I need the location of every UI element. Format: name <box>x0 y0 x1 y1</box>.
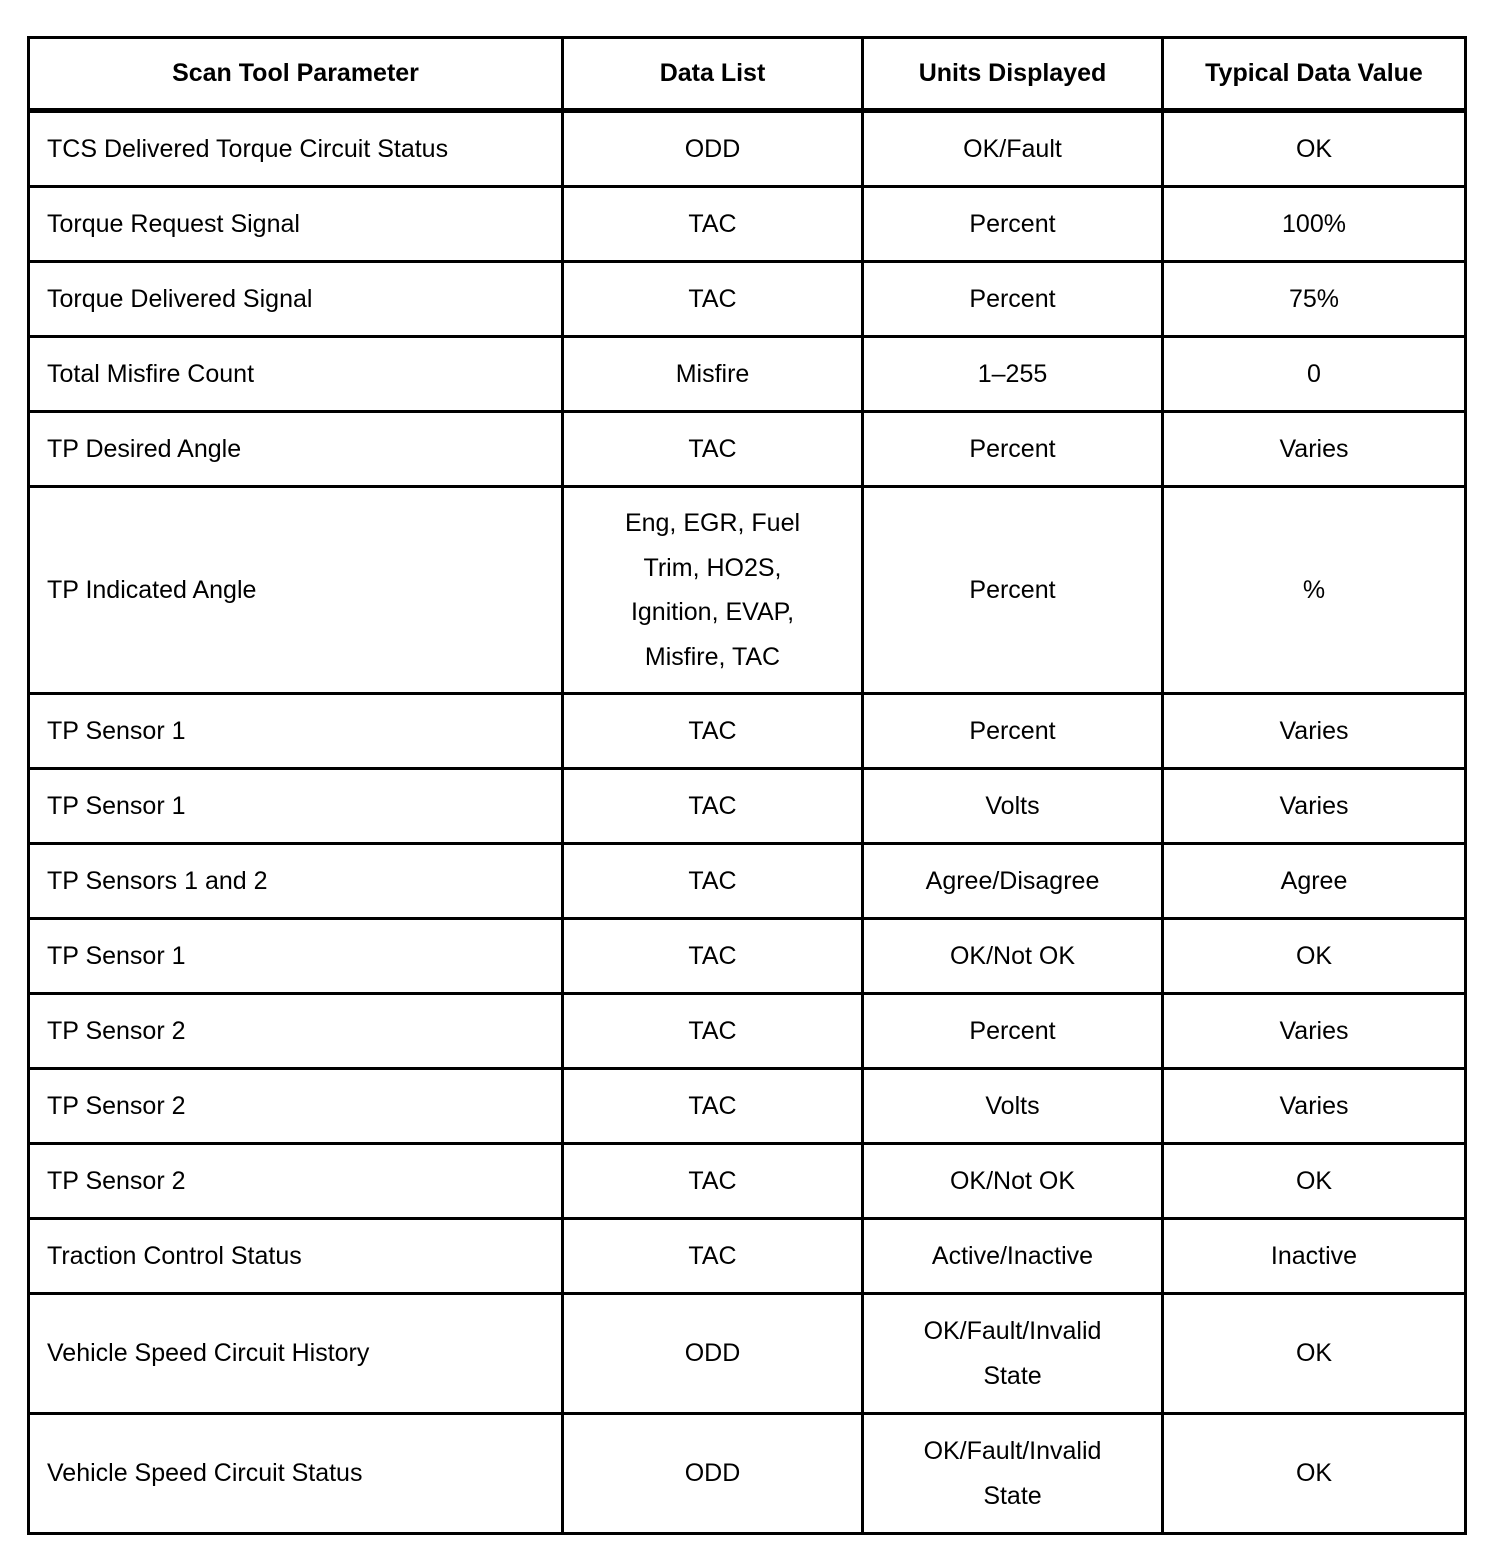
cell-units <box>863 412 1163 487</box>
data-list-text: TAC <box>688 1016 737 1045</box>
cell-units <box>863 1414 1163 1534</box>
cell-units <box>863 262 1163 337</box>
typical-value-text: 0 <box>1307 359 1321 388</box>
cell-units <box>863 1069 1163 1144</box>
cell-parameter <box>29 111 563 187</box>
data-list-text: ODD <box>684 134 741 163</box>
data-list-text: TAC <box>688 1091 737 1120</box>
cell-typical-value <box>1163 919 1466 994</box>
units-text: OK/Not OK <box>949 941 1076 970</box>
cell-parameter <box>29 1294 563 1414</box>
cell-data-list <box>563 1219 863 1294</box>
table-row <box>29 1414 1466 1534</box>
parameter-text: TP Desired Angle <box>47 434 242 463</box>
cell-parameter <box>29 694 563 769</box>
table-row <box>29 1144 1466 1219</box>
units-text: OK/Fault/Invalid State <box>923 1317 1102 1390</box>
typical-value-text: OK <box>1295 941 1333 970</box>
cell-parameter <box>29 262 563 337</box>
cell-parameter <box>29 412 563 487</box>
cell-units <box>863 769 1163 844</box>
typical-value-text: Varies <box>1279 1016 1349 1045</box>
parameter-text: TP Indicated Angle <box>47 575 257 604</box>
cell-typical-value <box>1163 262 1466 337</box>
table-row <box>29 337 1466 412</box>
cell-data-list <box>563 111 863 187</box>
cell-typical-value <box>1163 694 1466 769</box>
parameter-text: Total Misfire Count <box>47 359 255 388</box>
cell-data-list <box>563 1414 863 1534</box>
units-text: Volts <box>985 1091 1040 1120</box>
table-row <box>29 844 1466 919</box>
cell-data-list <box>563 769 863 844</box>
cell-units <box>863 919 1163 994</box>
cell-data-list <box>563 1069 863 1144</box>
parameter-text: TP Sensor 1 <box>47 791 186 820</box>
units-text: OK/Not OK <box>949 1166 1076 1195</box>
table-row <box>29 412 1466 487</box>
cell-units <box>863 1294 1163 1414</box>
parameter-text: Torque Request Signal <box>47 209 300 238</box>
data-list-text: TAC <box>688 434 737 463</box>
cell-parameter <box>29 769 563 844</box>
cell-typical-value <box>1163 412 1466 487</box>
data-list-text: TAC <box>688 284 737 313</box>
header-typical-data-value: Typical Data Value <box>1163 38 1466 111</box>
table-header <box>29 38 1466 111</box>
table-row <box>29 694 1466 769</box>
cell-typical-value <box>1163 187 1466 262</box>
units-text: OK/Fault <box>963 134 1062 163</box>
data-list-text: ODD <box>684 1339 741 1368</box>
cell-units <box>863 487 1163 694</box>
cell-data-list <box>563 187 863 262</box>
units-text: Agree/Disagree <box>925 866 1100 895</box>
data-list-text: TAC <box>688 1241 737 1270</box>
typical-value-text: Inactive <box>1270 1241 1358 1270</box>
cell-units <box>863 1144 1163 1219</box>
header-units-displayed: Units Displayed <box>863 38 1163 111</box>
parameter-text: TP Sensor 2 <box>47 1091 186 1120</box>
typical-value-text: Varies <box>1279 716 1349 745</box>
cell-data-list <box>563 919 863 994</box>
parameter-text: Vehicle Speed Circuit History <box>47 1339 370 1368</box>
cell-data-list <box>563 1294 863 1414</box>
cell-data-list <box>563 412 863 487</box>
table-body <box>29 111 1466 1534</box>
cell-units <box>863 694 1163 769</box>
parameter-text: Vehicle Speed Circuit Status <box>47 1459 363 1488</box>
cell-typical-value <box>1163 487 1466 694</box>
cell-typical-value <box>1163 111 1466 187</box>
cell-units <box>863 1219 1163 1294</box>
cell-parameter <box>29 994 563 1069</box>
cell-units <box>863 994 1163 1069</box>
typical-value-text: Varies <box>1279 1091 1349 1120</box>
data-list-text: ODD <box>684 1459 741 1488</box>
cell-typical-value <box>1163 994 1466 1069</box>
cell-typical-value <box>1163 1414 1466 1534</box>
table-row <box>29 1069 1466 1144</box>
cell-data-list <box>563 262 863 337</box>
cell-units <box>863 111 1163 187</box>
data-list-text: TAC <box>688 791 737 820</box>
cell-data-list <box>563 1144 863 1219</box>
units-text: Volts <box>985 791 1040 820</box>
typical-value-text: 75% <box>1288 284 1340 313</box>
typical-value-text: OK <box>1295 1339 1333 1368</box>
typical-value-text: OK <box>1295 1459 1333 1488</box>
typical-value-text: OK <box>1295 1166 1333 1195</box>
cell-parameter <box>29 1069 563 1144</box>
cell-data-list <box>563 487 863 694</box>
cell-parameter <box>29 919 563 994</box>
cell-units <box>863 187 1163 262</box>
cell-parameter <box>29 187 563 262</box>
units-text: Percent <box>969 209 1056 238</box>
cell-parameter <box>29 1219 563 1294</box>
units-text: OK/Fault/Invalid State <box>923 1437 1102 1510</box>
typical-value-text: Varies <box>1279 791 1349 820</box>
table-row <box>29 187 1466 262</box>
table-row <box>29 111 1466 187</box>
cell-typical-value <box>1163 337 1466 412</box>
table-row <box>29 994 1466 1069</box>
units-text: Percent <box>969 284 1056 313</box>
cell-units <box>863 844 1163 919</box>
cell-parameter <box>29 1414 563 1534</box>
header-data-list: Data List <box>563 38 863 111</box>
cell-units <box>863 337 1163 412</box>
data-list-text: TAC <box>688 716 737 745</box>
parameter-text: TP Sensors 1 and 2 <box>47 866 268 895</box>
typical-value-text: OK <box>1295 134 1333 163</box>
cell-data-list <box>563 694 863 769</box>
table-row <box>29 919 1466 994</box>
cell-typical-value <box>1163 1144 1466 1219</box>
parameter-text: TP Sensor 2 <box>47 1016 186 1045</box>
cell-typical-value <box>1163 1069 1466 1144</box>
cell-typical-value <box>1163 769 1466 844</box>
cell-data-list <box>563 844 863 919</box>
data-list-text: Eng, EGR, Fuel Trim, HO2S, Ignition, EVAP, Misfire, TAC <box>624 509 801 671</box>
table-row <box>29 1219 1466 1294</box>
typical-value-text: Varies <box>1279 434 1349 463</box>
units-text: 1–255 <box>977 359 1048 388</box>
table-row <box>29 1294 1466 1414</box>
parameter-text: Torque Delivered Signal <box>47 284 313 313</box>
header-row <box>29 38 1466 111</box>
cell-typical-value <box>1163 1219 1466 1294</box>
header-scan-tool-parameter: Scan Tool Parameter <box>29 38 563 111</box>
table-row <box>29 262 1466 337</box>
typical-value-text: Agree <box>1280 866 1348 895</box>
scan-tool-data-table <box>27 36 1467 1535</box>
parameter-text: TP Sensor 1 <box>47 941 186 970</box>
table-row <box>29 769 1466 844</box>
cell-parameter <box>29 1144 563 1219</box>
units-text: Percent <box>969 575 1056 604</box>
parameter-text: TP Sensor 2 <box>47 1166 186 1195</box>
cell-typical-value <box>1163 844 1466 919</box>
cell-parameter <box>29 487 563 694</box>
data-list-text: Misfire <box>675 359 750 388</box>
units-text: Percent <box>969 434 1056 463</box>
cell-data-list <box>563 337 863 412</box>
data-list-text: TAC <box>688 1166 737 1195</box>
cell-typical-value <box>1163 1294 1466 1414</box>
parameter-text: TCS Delivered Torque Circuit Status <box>47 134 449 163</box>
parameter-text: TP Sensor 1 <box>47 716 186 745</box>
cell-parameter <box>29 844 563 919</box>
units-text: Active/Inactive <box>931 1241 1094 1270</box>
table-row <box>29 487 1466 694</box>
cell-parameter <box>29 337 563 412</box>
units-text: Percent <box>969 1016 1056 1045</box>
parameter-text: Traction Control Status <box>47 1241 302 1270</box>
data-list-text: TAC <box>688 209 737 238</box>
typical-value-text: 100% <box>1282 209 1346 238</box>
units-text: Percent <box>969 716 1056 745</box>
data-list-text: TAC <box>688 941 737 970</box>
data-list-text: TAC <box>688 866 737 895</box>
cell-data-list <box>563 994 863 1069</box>
typical-value-text: % <box>1302 575 1326 604</box>
